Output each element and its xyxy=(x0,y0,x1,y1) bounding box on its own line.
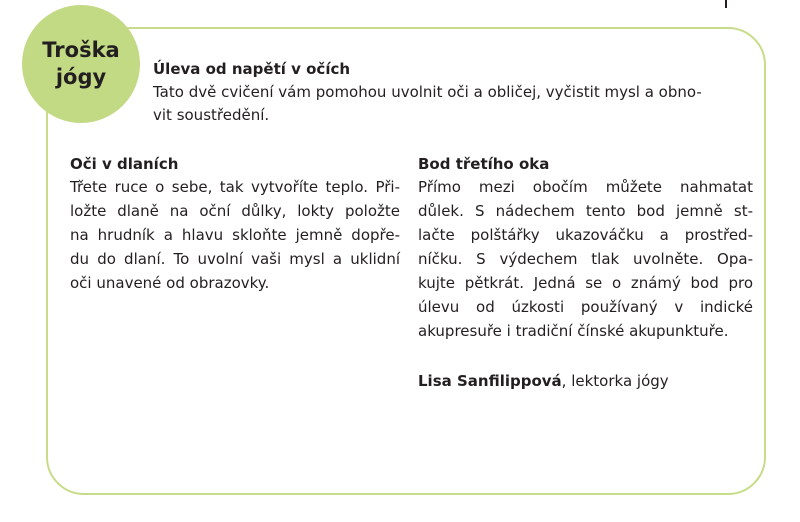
exercise-right-line: akupresuře i tradiční čínské akupunktuře. xyxy=(418,322,729,340)
page-mark xyxy=(725,0,727,8)
intro-text xyxy=(153,81,753,127)
exercise-right-line: úlevu od úzkosti používaný v indické xyxy=(418,298,753,316)
exercise-right-line: Přímo mezi obočím můžete nahmatat xyxy=(418,178,753,196)
exercise-right-line: důlek. S nádechem tento bod jemně st- xyxy=(418,202,753,220)
author-name: Lisa Sanfilippová xyxy=(418,372,562,390)
exercise-right-heading: Bod třetího oka xyxy=(418,155,550,173)
section-badge xyxy=(22,5,140,123)
exercise-right-line: kujte pětkrát. Jedná se o známý bod pro xyxy=(418,274,753,292)
badge-line-1: Troška xyxy=(42,38,120,62)
exercise-right-line: lačte polštářky ukazováčku a prostřed- xyxy=(418,226,753,244)
exercise-left-line: oči unavené od obrazovky. xyxy=(70,274,270,292)
exercise-left-line: na hrudník a hlavu skloňte jemně dopře- xyxy=(70,226,400,244)
exercise-left xyxy=(70,153,400,295)
exercise-right xyxy=(418,153,753,343)
exercise-right-line: níčku. S výdechem tlak uvolněte. Opa- xyxy=(418,250,753,268)
exercise-left-line: du do dlaní. To uvolní vaši mysl a uklidní xyxy=(70,250,400,268)
exercise-left-line: ložte dlaně na oční důlky, lokty položte xyxy=(70,202,400,220)
exercise-left-heading: Oči v dlaních xyxy=(70,155,179,173)
intro-title: Úleva od napětí v očích xyxy=(153,60,351,78)
intro-line: vit soustředění. xyxy=(153,106,270,124)
intro-line: Tato dvě cvičení vám pomohou uvolnit oči a obličej, vyčistit mysl a obno- xyxy=(153,83,702,101)
badge-line-2: jógy xyxy=(55,65,107,89)
exercise-left-line: Třete ruce o sebe, tak vytvoříte teplo. Při- xyxy=(70,178,400,196)
author-role: , lektorka jógy xyxy=(561,372,669,390)
author-signature xyxy=(418,369,669,393)
